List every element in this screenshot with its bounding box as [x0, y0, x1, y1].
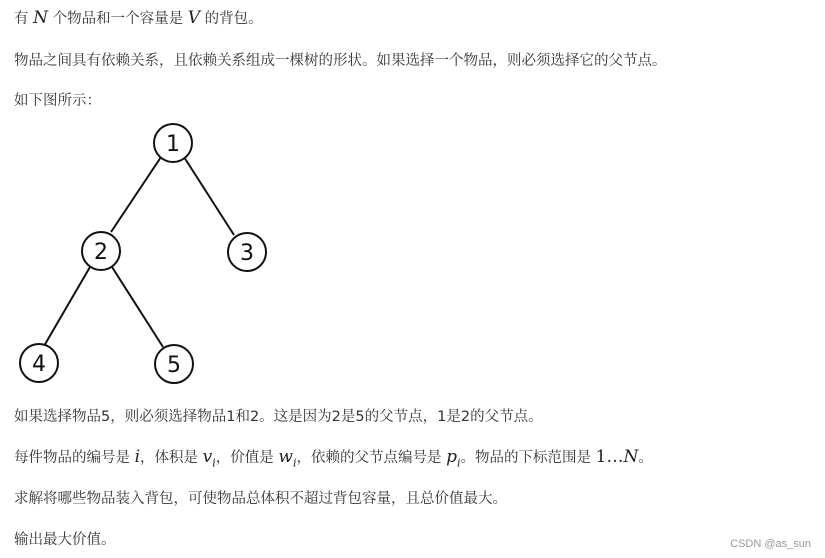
node-label: 4	[32, 352, 46, 377]
item-attributes: 每件物品的编号是 i，体积是 $v_i$，价值是 $w_i$，依赖的父节点编号是 $p_i$。物品的下标范围是 1…N。	[14, 447, 653, 470]
tree-node-1	[154, 124, 192, 162]
node-label: 3	[240, 241, 254, 266]
tree-node-3	[228, 233, 266, 271]
dependency-description: 物品之间具有依赖关系，且依赖关系组成一棵树的形状。如果选择一个物品，则必须选择它的父节点。	[14, 53, 667, 69]
objective: 求解将哪些物品装入背包，可使物品总体积不超过背包容量，且总价值最大。	[14, 491, 507, 507]
dependency-tree-diagram	[0, 110, 300, 390]
math-V: V	[187, 8, 200, 28]
figure-intro: 如下图所示：	[14, 93, 101, 109]
math-N: N	[33, 8, 48, 28]
example-explanation: 如果选择物品5，则必须选择物品1和2。这是因为2是5的父节点，1是2的父节点。	[14, 409, 543, 425]
math-p-i: $p_i$	[446, 447, 461, 470]
math-w-i: $w_i$	[278, 447, 297, 470]
math-i: i	[134, 447, 141, 467]
math-v-i: $v_i$	[202, 447, 216, 470]
intro-line: 有 N 个物品和一个容量是 V 的背包。	[14, 8, 263, 28]
edge-1-2	[111, 157, 161, 232]
math-range-start: 1…	[595, 447, 624, 467]
math-range-N: N	[623, 447, 639, 467]
edge-1-3	[184, 157, 234, 235]
tree-node-4	[20, 344, 58, 382]
output-requirement: 输出最大价值。	[14, 532, 116, 548]
edge-2-4	[44, 267, 90, 346]
edge-2-5	[112, 267, 163, 347]
tree-node-5	[155, 345, 193, 383]
tree-node-2	[82, 232, 120, 270]
node-label: 5	[167, 353, 181, 378]
node-label: 2	[94, 240, 108, 265]
watermark: CSDN @as_sun	[730, 538, 811, 550]
node-label: 1	[166, 132, 180, 157]
